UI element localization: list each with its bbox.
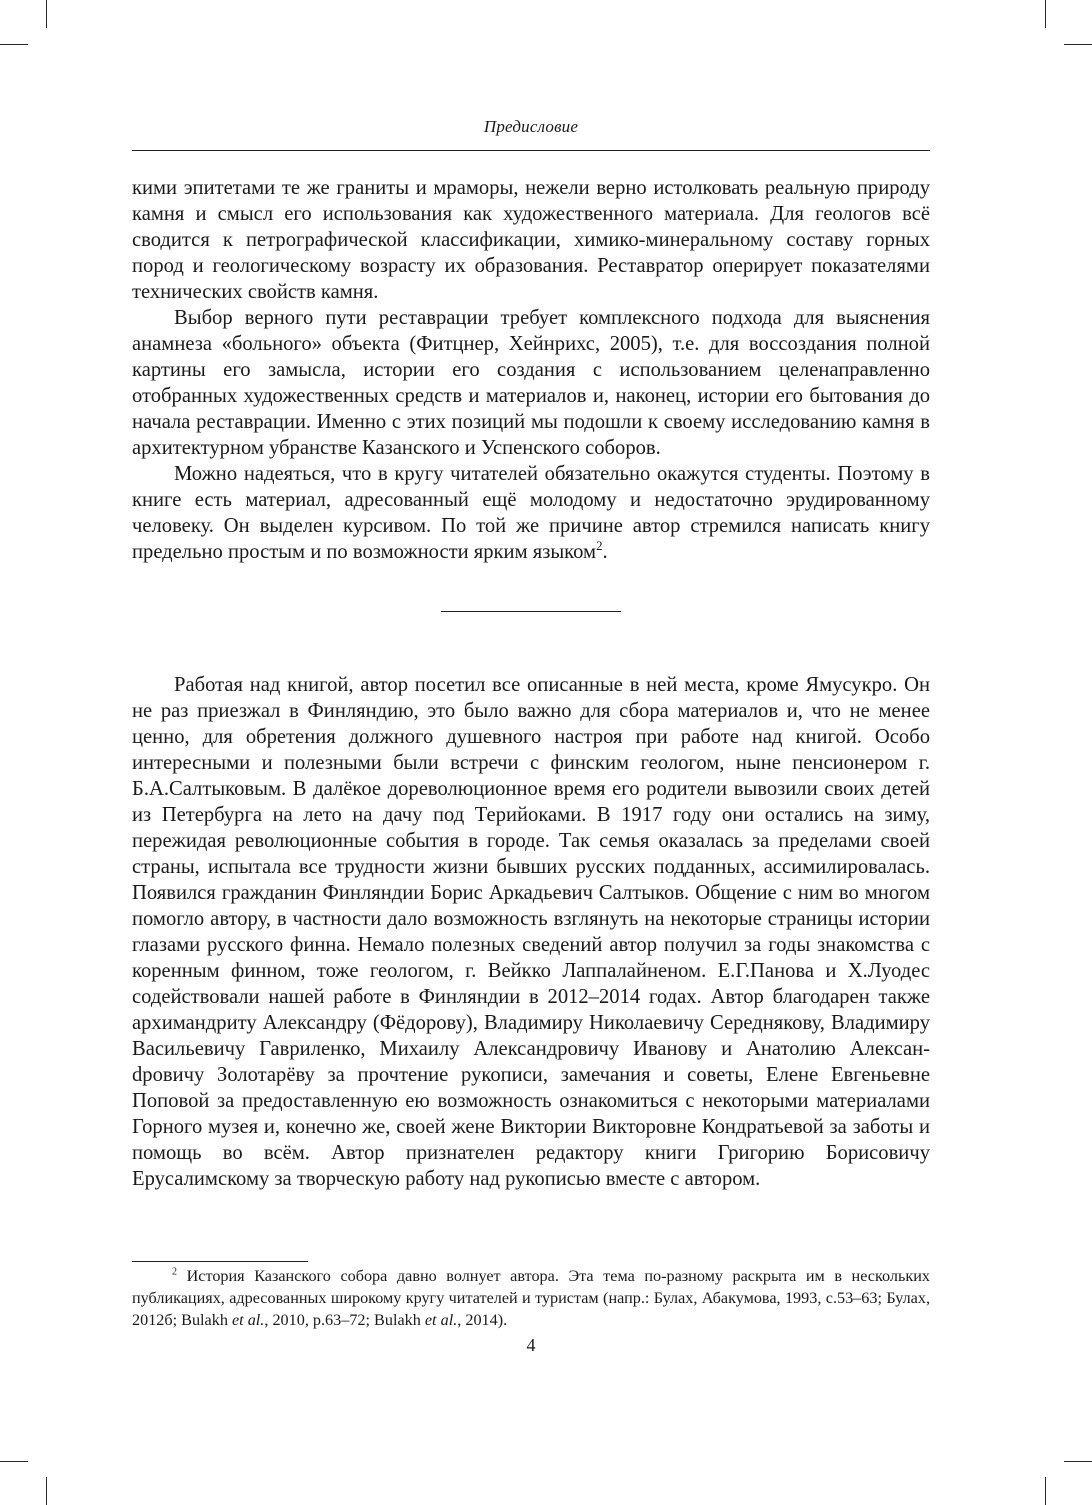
footnote-text-2: , 2010, p.63–72; Bulakh (264, 1311, 425, 1329)
paragraph-restoration-path: Выбор верного пути реставрации требует комплексного подхода для выяснения анамнеза «больного» объекта (Фитцнер, Хейнрихс, 2005), т.е. для воссоздания полной картины его замысла, истории его создания с использованием целенаправленно отобранных художественных средств и материалов и, наконец, истории его бытования до начала реставрации. Именно с этих позиций мы подошли к своему исследованию камня в архитектурном убранстве Казанского и Успенского соборов. (132, 307, 930, 459)
crop-mark-top-right-vertical (1045, 0, 1046, 28)
footnote-reference[interactable]: 2 (596, 539, 603, 554)
paragraph-acknowledgements: Работая над книгой, автор посетил все описанные в ней места, кроме Ямусукро. Он не раз приезжал в Финляндию, это было важно для сбора материалов и, что не менее ценно, для обретения должного душевного настроя при работе над книгой. Особо интересными и полезными были встречи с финским геологом, ныне пенсионером г. Б.А.Салтыковым. В далёкое дореволюционное время его родители вывозили своих детей из Петербурга на лето на дачу под Терийоками. В 1917 году они остались на зиму, пережидая революционные события в городе. Так семья оказалась за пределами своей страны, испытала все трудности жизни бывших русских подданных, ассимилировалась. Появился гражданин Финляндии Борис Аркадьевич Салтыков. Общение с ним во многом помогло автору, в частности дало возможность взглянуть на некоторые страницы истории глазами русского финна. Немало полезных сведений автор получил за годы знакомства с коренным финном, тоже геологом, г. Вейкко Лаппалайненом. Е.Г.Панова и Х.Луодес содействовали нашей работе в Финляндии в 2012–2014 годах. Автор благодарен также архимандриту Александру (Фёдорову), Владимиру Николаевичу Середнякову, Владимиру Васильевичу Гавриленко, Михаилу Александровичу Иванову и Анатолию Алексанdровичу Золотарёву за прочтение рукописи, замечания и советы, Елене Евгеньевне Поповой за предоставленную ею возможность ознакомиться с некоторыми материалами Горного музея и, конечно же, своей жене Виктории Викторовне Кондратьевой за заботы и помощь во всём. Автор признателен редактору книги Григорию Борисовичу Ерусалимскому за творческую работу над рукописью вместе с автором. (132, 674, 930, 1190)
paragraph-readers-end: . (602, 541, 608, 563)
crop-mark-top-left-vertical (46, 0, 47, 28)
footnote-text-1: История Казанского собора давно волнует автора. Эта тема по-разному раскрыта им в нескольких публикациях, адресованных широкому кругу читателей и туристам (напр.: Булах, Абакумова, 1993, с.53–63; Булах, 2012б; Bulakh (132, 1267, 930, 1329)
footnote-et-al-2: et al. (424, 1311, 458, 1329)
footnote-rule (132, 1261, 308, 1262)
header-rule (132, 150, 930, 151)
crop-mark-bottom-left-horizontal (0, 1461, 28, 1462)
footnote-et-al-1: et al. (231, 1311, 265, 1329)
section-divider (441, 611, 621, 612)
paragraph-readers-text: Можно надеяться, что в кругу читателей обязательно окажутся студенты. Поэтому в книге есть материал, адресованный ещё молодому и недостаточно эрудированному человеку. Он выделен курсивом. По той же причине автор стремился написать книгу предельно простым и по возможности ярким языком (132, 463, 930, 563)
footnote (132, 1265, 930, 1331)
crop-mark-top-left-horizontal (0, 44, 28, 45)
running-header-title: Предисловие (483, 117, 579, 136)
paragraph-readers (132, 461, 930, 565)
body-text-upper (132, 175, 930, 565)
page-number: 4 (526, 1335, 536, 1355)
paragraph-continued: кими эпитетами те же граниты и мраморы, нежели верно истолковать реальную природу камня и смысл его использования как художественного материала. Для геологов всё сводится к петрографической классификации, химико-минеральному составу горных пород и геологическому возрасту их образования. Реставратор оперирует показателями технических свойств камня. (132, 177, 930, 303)
crop-mark-bottom-right-vertical (1045, 1477, 1046, 1505)
crop-mark-bottom-right-horizontal (1064, 1461, 1092, 1462)
body-text-lower (132, 672, 930, 1192)
crop-mark-bottom-left-vertical (46, 1477, 47, 1505)
footnote-text-3: , 2014). (457, 1311, 508, 1329)
crop-mark-top-right-horizontal (1064, 44, 1092, 45)
footnote-number: 2 (172, 1266, 178, 1278)
